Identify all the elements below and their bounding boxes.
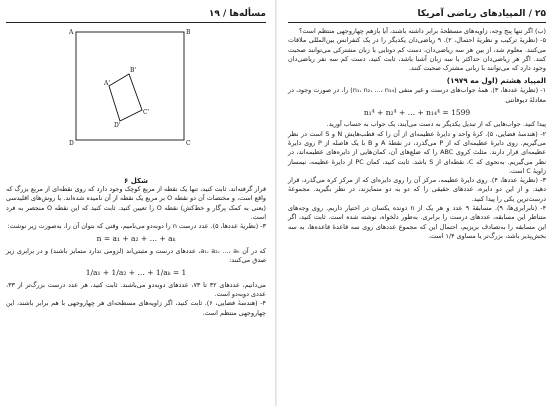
figure-6-drawing — [6, 27, 266, 179]
right-paragraph-3: ۱- (نظریهٔ عددها، ۳). همهٔ جواب‌های درست و غیر منفی (n₁، n₂، …، n₁₄) را، در صورت وجود، در معادلهٔ دیوفانتی — [288, 86, 547, 104]
header-rule — [288, 22, 546, 23]
left-formula-1: n = a₁ + a₂ + … + aₖ — [96, 234, 176, 244]
small-square — [109, 74, 142, 121]
right-page-text — [288, 27, 546, 73]
right-paragraph-6: ۳- (نظریهٔ عددها، ۴). روی دایرهٔ عظیمه، مرکز آن را روی دایره‌ای که از مرکز کره می‌گذرد، قرار دهید. و از این دو دایره، عددهای حقیقی را که دو به دو متمایزند، در نظر بگیرید. مجموعهٔ درست‌ترین یکی را پیدا کنید. — [288, 176, 546, 203]
right-paragraph-5: ۲- (هندسهٔ فضایی، ۵). کرهٔ واحد و دایرهٔ عظیمه‌ای از آن را که قطب‌هایش N و S است در نظر می‌گیریم. روی دایرهٔ عظیمه‌ای که از P می‌گذرد، در نقطهٔ A و B با یک فاصله از P روی دایرهٔ عظیمه‌ای قرار دارند. مثلث کروی ABC را که ضلع‌های آن، کمان‌هایی از دایره‌های عظیمه‌اند، در نظر می‌گیریم. به‌نحوی که C، نقطه‌ای از S باشد. ثابت کنید، کمان PC از دایرهٔ عظیمه، نیمساز زاویهٔ C است. — [288, 129, 546, 175]
left-paragraph-5: ۴- (هندسهٔ فضایی، ۶). ثابت کنید، اگر زاویه‌های مسطحه‌ای هر چهاروجهی با هم برابر باشند، این چهاروجهی منتظم است. — [6, 299, 266, 317]
section-title: المپیاد هشتم (اول مه ۱۹۷۹) — [446, 76, 546, 86]
label-C: C — [186, 140, 191, 147]
label-D-prime: D' — [114, 122, 121, 129]
right-page-text-2 — [288, 86, 546, 241]
label-C-prime: C' — [143, 109, 150, 116]
left-paragraph-3: که در آن a₁، a₂، …، aₖ، عددهای درست و مثبتی‌اند (لزومی ندارد متمایز باشند) و در برابری زیر صدق می‌کنند: — [6, 246, 266, 265]
right-paragraph-7: ۴- (نابرابری‌ها، ۹). مسابقهٔ ۹ عدد و هر یک از n دونده یکسان در اختیار داریم. روی وجه‌های متناظر این مسابقه، عددهای درست را برابری. به‌طور دلخواه، نوشته شده است. ثابت کنید، اگر این مسابقه را به‌تصادف بریزیم، احتمال این که مجموع عددهای روی سه قاعدهٔ قاعده‌ها، به سه بخش‌پذیر باشد، بزرگ‌تر یا مساوی ۱/۴ است. — [288, 204, 547, 240]
right-paragraph-4: پیدا کنید. جواب‌هایی که از تبدیل یکدیگر به دست می‌آیند، یک جواب به حساب آورید. — [326, 120, 546, 129]
label-D: D — [69, 140, 74, 147]
header-rule — [6, 22, 266, 23]
running-title: ۲۵ / المپیادهای ریاضی آمریکا — [417, 9, 546, 19]
left-page-header — [6, 8, 266, 20]
label-A: A — [69, 29, 74, 36]
left-formula-2: 1/a₁ + 1/a₂ + … + 1/aₖ = 1 — [85, 268, 187, 278]
figure-caption: شکل ۶ — [124, 177, 148, 185]
right-paragraph-1: (ب) اگر تنها پنج وجه، زاویه‌های مسطحهٔ برابر داشته باشند، آیا بازهم چهاروجهی منتظم است؟ — [298, 27, 546, 35]
left-paragraph-2: ۳- (نظریهٔ عددها، ۵). عدد درست n را دوبه‌دو می‌نامیم، وقتی که بتوان آن را، به‌صورت زیر نوشت: — [7, 222, 266, 231]
label-B-prime: B' — [130, 67, 137, 74]
label-B: B — [186, 29, 191, 36]
right-page-header — [288, 8, 546, 20]
label-A-prime: A' — [104, 80, 110, 87]
large-square — [76, 32, 184, 140]
right-page — [276, 0, 552, 406]
left-paragraph-4: می‌دانیم، عددهای ۳۲ تا ۷۳، عددهای دوبه‌دو می‌باشند. ثابت کنید، هر عدد درست بزرگ‌تر از ۳۳، عددی دوبه‌دو است. — [6, 280, 266, 298]
running-title: مسأله‌ها / ۱۹ — [208, 9, 266, 19]
left-page-text — [6, 185, 266, 318]
right-formula-1: n₁⁴ + n₂⁴ + … + n₁₄⁴ = 1599 — [363, 108, 471, 118]
left-paragraph-1: قرار گرفته‌اند. ثابت کنید، تنها یک نقطه از مربع کوچک وجود دارد که روی نقطه‌ای از مربع بزرگ که واقع است، و مختصات آن دو نقطه O بر مربع یک نقطه از آن نامیده شده‌اند. با روش‌های اقلیدسی (یعنی به کمک پرگار و خط‌کش) نقطه O را تعیین کنید. ثابت کنید که این نقطه O منحصر به فرد است. — [6, 185, 266, 221]
figure-6 — [6, 27, 266, 179]
right-paragraph-2: ۵- (نظریهٔ ترکیب و نظریهٔ احتمال، ۲). ۹ ریاضی‌دان یکدیگر را در یک کنفرانس بین‌المللی ملاقات می‌کنند. معلوم شد، از بین هر سه ریاضی‌دان، دست کم دوتایی با زبان مشترکی می‌توانند صحبت کنند. اگر هر ریاضی‌دان حداکثر با سه زبان آشنا باشد، ثابت کنید، دست کم سه نفر ریاضی‌دان وجود دارد که می‌توانند با زبانی مشترک صحبت کنند. — [288, 36, 546, 73]
